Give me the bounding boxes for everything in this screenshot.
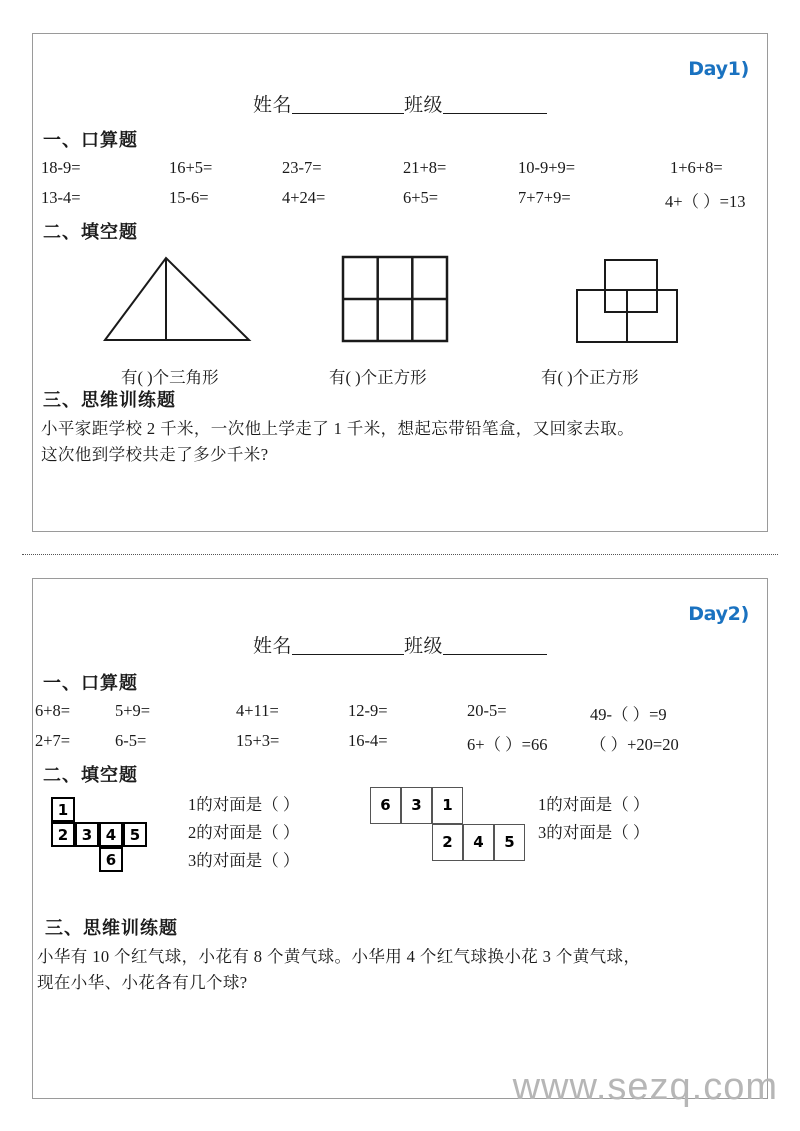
calc-item: 16+5= <box>169 158 213 177</box>
net-cell: 1 <box>51 797 75 822</box>
class-label-1: 班级 <box>404 95 444 116</box>
name-blank-2[interactable] <box>292 634 404 655</box>
question-line: 3的对面是（ ） <box>538 823 650 842</box>
calc-item: 6+（ ）=66 <box>467 735 548 754</box>
question-line: 3的对面是（ ） <box>188 851 300 870</box>
calc-item: 4+11= <box>236 701 279 720</box>
class-blank-2[interactable] <box>443 634 547 655</box>
net-cell: 5 <box>494 824 525 861</box>
calc-item: 1+6+8= <box>670 158 723 177</box>
section-title-think-1: 三、思维训练题 <box>43 390 176 410</box>
net-cell: 4 <box>99 822 123 847</box>
class-blank-1[interactable] <box>443 93 547 114</box>
name-class-row-2 <box>33 631 767 658</box>
question-line: 1的对面是（ ） <box>538 795 650 814</box>
calc-item: 15+3= <box>236 731 280 750</box>
cube-net-right <box>370 787 540 877</box>
calc-item: 23-7= <box>282 158 322 177</box>
net-cell: 6 <box>99 847 123 872</box>
watermark: www.sezq.com <box>512 1066 778 1108</box>
calc-item: 16-4= <box>348 731 388 750</box>
figure-grid-caption: 有( )个正方形 <box>329 368 427 387</box>
calc-item: 2+7= <box>35 731 71 750</box>
calc-item: 12-9= <box>348 701 388 720</box>
calc-item: （ ）+20=20 <box>590 735 679 754</box>
worksheet-page-day2 <box>32 578 768 1099</box>
calc-item: 6-5= <box>115 731 147 750</box>
net-cell: 3 <box>401 787 432 824</box>
calc-item: 4+（ ）=13 <box>665 192 746 211</box>
name-label-1: 姓名 <box>252 95 292 116</box>
cube-net-left <box>51 797 171 877</box>
figure-triangle-caption: 有( )个三角形 <box>121 368 219 387</box>
word-problem-line: 这次他到学校共走了多少千米? <box>41 445 269 464</box>
calc-item: 4+24= <box>282 188 326 207</box>
questions-right <box>538 791 649 847</box>
section-title-calc-1: 一、口算题 <box>43 130 138 150</box>
word-problem-line: 现在小华、小花各有几个球? <box>37 973 248 992</box>
calc-row-1-1 <box>33 158 767 180</box>
day-label-2: Day2) <box>688 603 749 625</box>
section-title-fill-2: 二、填空题 <box>43 765 138 785</box>
net-cell: 1 <box>432 787 463 824</box>
figure-overlapping-rectangles <box>563 254 693 350</box>
calc-row-2-2 <box>33 731 767 753</box>
section-title-calc-2: 一、口算题 <box>43 673 138 693</box>
net-cell: 2 <box>432 824 463 861</box>
calc-item: 49-（ ）=9 <box>590 705 667 724</box>
word-problem-line: 小平家距学校 2 千米，一次他上学走了 1 千米，想起忘带铅笔盒，又回家去取。 <box>41 419 635 438</box>
net-cell: 5 <box>123 822 147 847</box>
question-line: 1的对面是（ ） <box>188 795 300 814</box>
word-problem-2 <box>37 944 767 996</box>
net-cell: 3 <box>75 822 99 847</box>
net-cell: 4 <box>463 824 494 861</box>
calc-row-2-1 <box>33 701 767 723</box>
net-cell: 6 <box>370 787 401 824</box>
word-problem-1 <box>41 416 757 468</box>
name-label-2: 姓名 <box>252 636 292 657</box>
net-cell: 2 <box>51 822 75 847</box>
calc-item: 18-9= <box>41 158 81 177</box>
word-problem-line: 小华有 10 个红气球，小花有 8 个黄气球。小华用 4 个红气球换小花 3 个黄气球， <box>37 947 641 966</box>
page-separator <box>22 554 778 555</box>
calc-item: 6+8= <box>35 701 71 720</box>
calc-row-1-2 <box>33 188 767 210</box>
calc-item: 10-9+9= <box>518 158 576 177</box>
class-label-2: 班级 <box>404 636 444 657</box>
calc-item: 6+5= <box>403 188 439 207</box>
question-line: 2的对面是（ ） <box>188 823 300 842</box>
worksheet-page-day1 <box>32 33 768 532</box>
questions-left <box>188 791 299 875</box>
section-title-fill-1: 二、填空题 <box>43 222 138 242</box>
day-label-1: Day1) <box>688 58 749 80</box>
calc-item: 20-5= <box>467 701 507 720</box>
calc-item: 7+7+9= <box>518 188 571 207</box>
calc-item: 15-6= <box>169 188 209 207</box>
figure-triangle <box>97 252 257 347</box>
calc-item: 13-4= <box>41 188 81 207</box>
name-class-row-1 <box>33 90 767 117</box>
name-blank-1[interactable] <box>292 93 404 114</box>
calc-item: 21+8= <box>403 158 447 177</box>
section-title-think-2: 三、思维训练题 <box>45 918 178 938</box>
figure-grid-3x2 <box>341 255 451 347</box>
calc-item: 5+9= <box>115 701 151 720</box>
figure-overlap-caption: 有( )个正方形 <box>541 368 639 387</box>
